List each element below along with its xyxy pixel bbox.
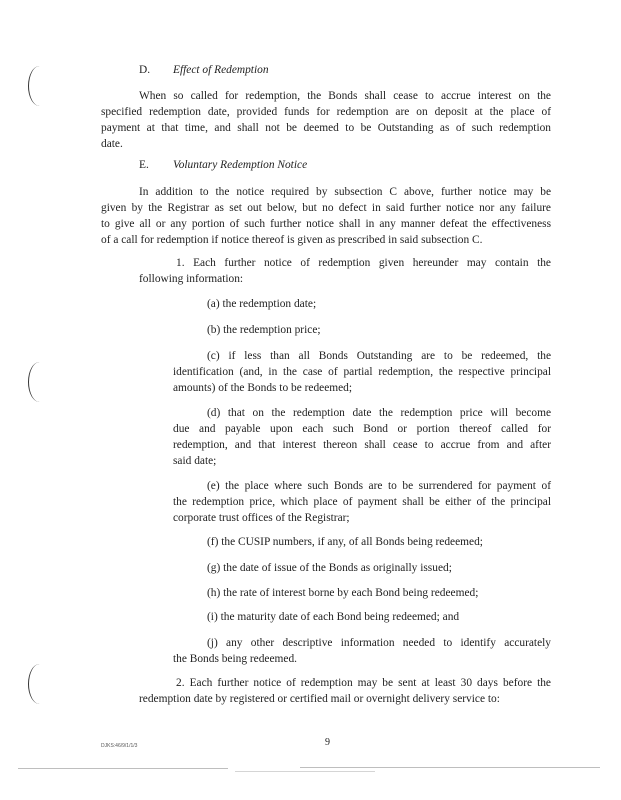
subitem-j-line: the Bonds being redeemed. xyxy=(173,653,297,665)
scan-artifact-line xyxy=(18,768,228,769)
subitem-e-line: corporate trust offices of the Registrar; xyxy=(173,512,350,524)
subitem-g: (g) the date of issue of the Bonds as originally issued; xyxy=(207,562,452,574)
scan-artifact-line xyxy=(300,767,600,768)
paragraph-line: of a call for redemption if notice thereof is given as prescribed in said subsection C. xyxy=(101,234,483,246)
subitem-a: (a) the redemption date; xyxy=(207,298,317,310)
paragraph-line: date. xyxy=(101,138,123,150)
item-2-line: redemption date by registered or certified mail or overnight delivery service to: xyxy=(139,693,500,705)
paragraph-line: payment at that time, and shall not be deemed to be Outstanding as of such redemption xyxy=(101,122,551,134)
paragraph-line: In addition to the notice required by subsection C above, further notice may be xyxy=(139,186,551,198)
section-e-heading: Voluntary Redemption Notice xyxy=(173,159,308,171)
subitem-d-line: (d) that on the redemption date the redemption price will become xyxy=(207,407,551,419)
scan-artifact-line xyxy=(235,771,375,772)
subitem-h: (h) the rate of interest borne by each Bond being redeemed; xyxy=(207,587,479,599)
binder-hole-mark xyxy=(28,664,51,704)
item-1-line: 1. Each further notice of redemption given hereunder may contain the xyxy=(176,257,551,269)
item-1-line: following information: xyxy=(139,273,244,285)
section-d-label: D. xyxy=(139,64,151,76)
subitem-d-line: due and payable upon each such Bond or portion thereof called for xyxy=(173,423,551,435)
subitem-f: (f) the CUSIP numbers, if any, of all Bonds being redeemed; xyxy=(207,536,483,548)
paragraph-line: to give all or any portion of such further notice shall in any manner defeat the effectiveness xyxy=(101,218,551,230)
subitem-c-line: identification (and, in the case of partial redemption, the respective principal xyxy=(173,366,551,378)
subitem-c-line: (c) if less than all Bonds Outstanding are to be redeemed, the xyxy=(207,350,551,362)
subitem-i: (i) the maturity date of each Bond being redeemed; and xyxy=(207,611,460,623)
paragraph-line: specified redemption date, provided funds for redemption are on deposit at the place of xyxy=(101,106,551,118)
paragraph-line: given by the Registrar as set out below, but no defect in said further notice nor any failure xyxy=(101,202,551,214)
document-code: DJKS:46/9/1/1/3 xyxy=(101,743,138,749)
page-number: 9 xyxy=(325,737,330,748)
section-e-label: E. xyxy=(139,159,149,171)
binder-hole-mark xyxy=(28,362,51,402)
subitem-b: (b) the redemption price; xyxy=(207,324,321,336)
subitem-e-line: the redemption price, which place of payment shall be either of the principal xyxy=(173,496,551,508)
subitem-c-line: amounts) of the Bonds to be redeemed; xyxy=(173,382,353,394)
subitem-e-line: (e) the place where such Bonds are to be surrendered for payment of xyxy=(207,480,551,492)
subitem-j-line: (j) any other descriptive information needed to identify accurately xyxy=(207,637,551,649)
subitem-d-line: redemption, and that interest thereon shall cease to accrue from and after xyxy=(173,439,551,451)
paragraph-line: When so called for redemption, the Bonds shall cease to accrue interest on the xyxy=(139,90,551,102)
section-d-heading: Effect of Redemption xyxy=(173,64,269,76)
subitem-d-line: said date; xyxy=(173,455,217,467)
binder-hole-mark xyxy=(28,66,51,106)
item-2-line: 2. Each further notice of redemption may be sent at least 30 days before the xyxy=(176,677,551,689)
